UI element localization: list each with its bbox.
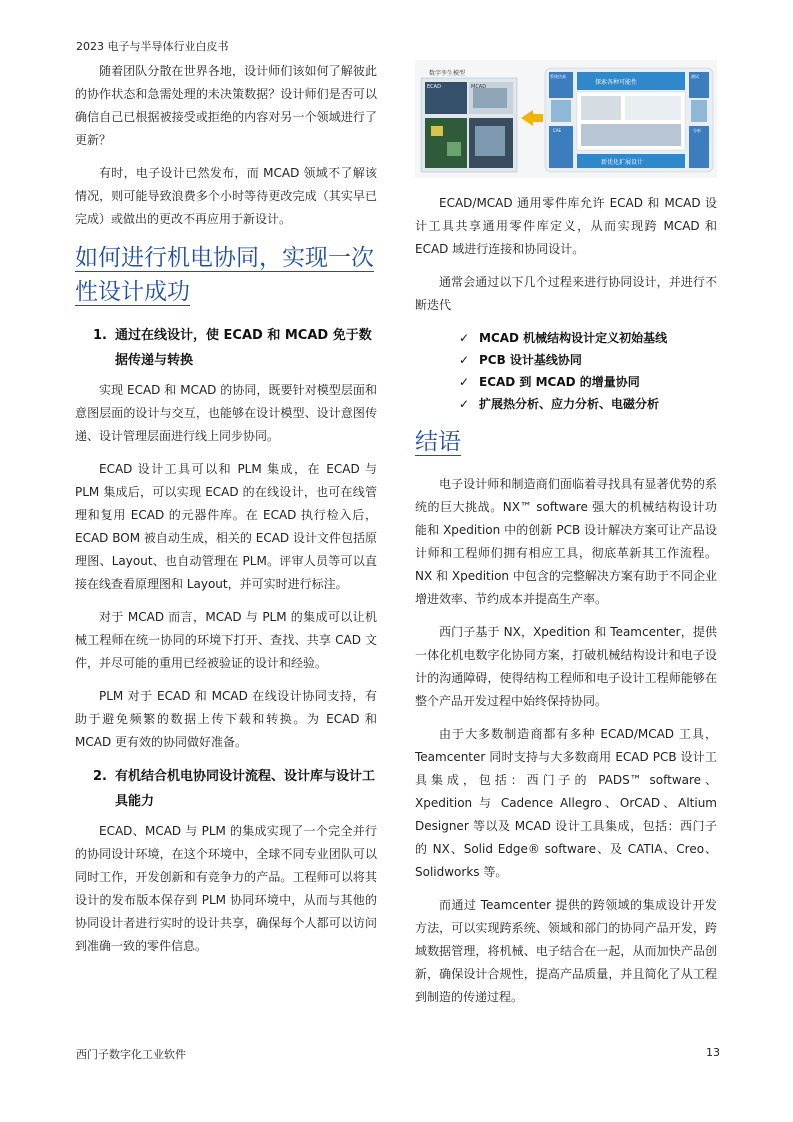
figure-small-label: 测试 [691,74,699,79]
paragraph: 由于大多数制造商都有多种 ECAD/MCAD 工具，Teamcenter 同时支持与大多数商用 ECAD PCB 设计工具集成，包括：西门子的 PADS™ software、Xpedition 与 Cadence Allegro、OrCAD、Altium Designer 等以及 MCAD 设计工具集成，包括：西门子的 NX、Solid Edge® software、及 CATIA、Creo、Solidworks 等。 [415,727,717,879]
subsection-title: 通过在线设计，使 ECAD 和 MCAD 免于数据传递与转换 [115,328,372,368]
subsection-heading [75,323,377,373]
check-icon: ✓ [459,353,470,367]
paragraph: 而通过 Teamcenter 提供的跨领域的集成设计开发方法，可以实现跨系统、领域和部门的协同产品开发，跨域数据管理，将机械、电子结合在一起，从而加快产品创新，确保设计合规性，提高产品质量，并且简化了从工程到制造的传递过程。 [415,898,717,1004]
paragraph: 随着团队分散在世界各地，设计师们该如何了解彼此的协作状态和急需处理的未决策数据？设计师们是否可以确信自己已根据被接受或拒绝的内容对另一个领域进行了更新？ [75,64,377,147]
paragraph: 电子设计师和制造商们面临着寻找具有显著优势的系统的巨大挑战。NX™ software 强大的机械结构设计功能和 Xpedition 中的创新 PCB 设计解决方案可让产品设计师和工程师们拥有相应工具，彻底革新其工作流程。NX 和 Xpedition 中包含的完整解决方案有助于不同企业增进效率、节约成本并提高生产率。 [415,477,717,606]
subsection-number: 1. [93,328,107,343]
paragraph: 有时，电子设计已然发布，而 MCAD 领域不了解该情况，则可能导致浪费多个小时等待更改完成（其实早已完成）或做出的更改不再应用于新设计。 [75,166,377,226]
checklist-item: ✓ 扩展热分析、应力分析、电磁分析 [459,393,717,415]
running-header: 2023 电子与半导体行业白皮书 [76,40,229,53]
subsection-number: 2. [93,769,107,784]
checklist-item: ✓ MCAD 机械结构设计定义初始基线 [459,327,717,349]
checklist-item: ✓ PCB 设计基线协同 [459,349,717,371]
figure-small-label: CAE [553,128,562,133]
paragraph: 实现 ECAD 和 MCAD 的协同，既要针对模型层面和意图层面的设计与交互，也能够在设计模型、设计意图传递、设计管理层面进行线上同步协同。 [75,383,377,443]
section-heading: 结语 [415,429,461,455]
paragraph: ECAD/MCAD 通用零件库允许 ECAD 和 MCAD 设计工具共享通用零件库定义，从而实现跨 MCAD 和 ECAD 域进行连接和协同设计。 [415,196,717,256]
section-heading: 如何进行机电协同，实现一次性设计成功 [75,245,374,305]
ecad-mcad-digital-twin-figure [415,60,717,178]
paragraph: 通常会通过以下几个过程来进行协同设计，并进行不断迭代 [415,275,717,312]
right-column [415,60,717,1019]
figure-small-label: 分析 [693,128,701,133]
page-number: 13 [706,1046,720,1059]
subsection-heading [75,764,377,814]
check-icon: ✓ [459,397,470,411]
paragraph: 西门子基于 NX，Xpedition 和 Teamcenter，提供一体化机电数字化协同方案，打破机械结构设计和电子设计的沟通障碍，使得结构工程师和电子设计工程师能够在整个产品开发过程中始终保持协同。 [415,625,717,708]
figure-top-label: 探索各种可能性 [595,79,638,86]
mcad-label: MCAD [471,84,487,90]
ecad-label: ECAD [427,84,441,90]
check-icon: ✓ [459,375,470,389]
left-column [75,60,377,968]
subsection-title: 有机结合机电协同设计流程、设计库与设计工具能力 [115,769,376,809]
figure-small-label: 系统仿真 [550,74,566,79]
figure-bottom-label: 新优化扩展设计 [601,159,644,166]
checklist-item: ✓ ECAD 到 MCAD 的增量协同 [459,371,717,393]
figure-title: 数字孪生模型 [429,70,466,77]
paragraph: PLM 对于 ECAD 和 MCAD 在线设计协同支持，有助于避免频繁的数据上传下载和转换。为 ECAD 和 MCAD 更有效的协同做好准备。 [75,689,377,749]
paragraph: 对于 MCAD 而言，MCAD 与 PLM 的集成可以让机械工程师在统一协同的环境下打开、查找、共享 CAD 文件，并尽可能的重用已经被验证的设计和经验。 [75,610,377,670]
paragraph: ECAD 设计工具可以和 PLM 集成，在 ECAD 与 PLM 集成后，可以实现 ECAD 的在线设计，也可在线管理和复用 ECAD 的元器件库。在 ECAD 执行检入后，ECAD BOM 被自动生成，相关的 ECAD 设计文件包括原理图、Layout、也自动管理在 PLM。评审人员等可以直接在线查看原理图和 Layout，并可实时进行标注。 [75,462,377,591]
process-checklist [459,327,717,415]
footer-company: 西门子数字化工业软件 [76,1048,186,1061]
check-icon: ✓ [459,331,470,345]
figure-illustration [415,60,717,178]
paragraph: ECAD、MCAD 与 PLM 的集成实现了一个完全并行的协同设计环境，在这个环境中，全球不同专业团队可以同时工作，开发创新和有竞争力的产品。工程师可以将其设计的发布版本保存到 PLM 协同环境中，从而与其他的协同设计者进行实时的设计共享，确保每个人都可以访问到准确一致的零件信息。 [75,824,377,953]
